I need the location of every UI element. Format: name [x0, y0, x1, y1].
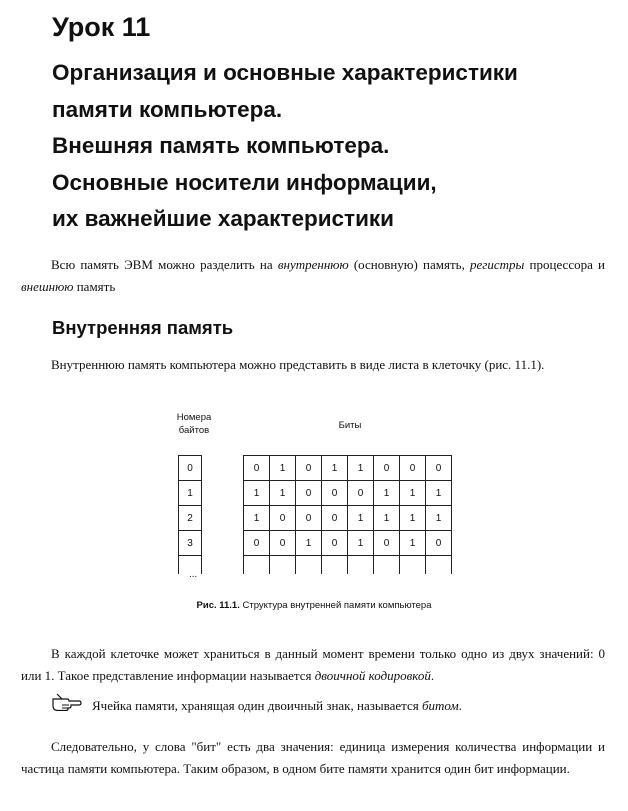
byte-cell: 2: [179, 506, 202, 531]
bit-cell: 0: [348, 481, 374, 506]
bit-cell: 1: [348, 531, 374, 556]
bit-cell-empty: [322, 556, 348, 575]
bit-cell: 0: [270, 506, 296, 531]
byte-number-column: [178, 455, 202, 574]
bit-row: [244, 481, 452, 506]
bit-grid: [243, 455, 452, 574]
bit-cell: 1: [244, 481, 270, 506]
bit-cell: 0: [322, 506, 348, 531]
bit-cell: 0: [296, 506, 322, 531]
bit-cell: 0: [374, 456, 400, 481]
bit-row: [244, 531, 452, 556]
bit-cell: 1: [296, 531, 322, 556]
bit-cell-empty: [348, 556, 374, 575]
bit-cell-empty: [244, 556, 270, 575]
bit-cell: 1: [348, 506, 374, 531]
paragraph-3: Следовательно, у слова "бит" есть два значения: единица измерения количества информации и частица памяти компьютера. Таким образом, в одном бите памяти хранится один бит информации.: [21, 739, 605, 776]
bit-cell: 0: [270, 531, 296, 556]
bit-cell: 0: [322, 531, 348, 556]
bit-cell: 1: [270, 481, 296, 506]
term-bit: битом: [421, 698, 459, 713]
bit-cell: 0: [426, 531, 452, 556]
byte-cell: 1: [179, 481, 202, 506]
headline-line: Внешняя память компьютера.: [52, 133, 390, 158]
bit-cell: 0: [296, 456, 322, 481]
headline-line: Организация и основные характеристики: [52, 60, 518, 85]
bit-cell-empty: [270, 556, 296, 575]
bit-cell: 1: [426, 506, 452, 531]
figure-caption: Рис. 11.1. Структура внутренней памяти компьютера: [196, 600, 432, 611]
paragraph-1: Внутреннюю память компьютера можно представить в виде листа в клеточку (рис. 11.1).: [51, 357, 545, 372]
section-title: Внутренняя память: [52, 317, 234, 338]
byte-cell: 0: [179, 456, 202, 481]
bit-cell: 0: [400, 456, 426, 481]
bit-cell: 0: [426, 456, 452, 481]
bit-cell: 0: [244, 456, 270, 481]
bit-cell: 1: [400, 481, 426, 506]
bit-cell-empty: [374, 556, 400, 575]
chapter-headline: [52, 55, 612, 238]
term-external: внешнюю: [21, 279, 74, 294]
bytes-column-label: Номера байтов: [176, 412, 212, 436]
bit-cell-empty: [400, 556, 426, 575]
intro-paragraph: Всю память ЭВМ можно разделить на внутреннюю (основную) память, регистры процессора и внешнюю память: [21, 257, 606, 294]
paragraph-2: В каждой клеточке может храниться в данный момент времени только одно из двух значений: 0 или 1. Такое представление информации называется двоичной кодировкой.: [21, 646, 605, 683]
bit-cell: 1: [270, 456, 296, 481]
bit-cell-empty: [426, 556, 452, 575]
bit-row: [244, 506, 452, 531]
bit-cell: 1: [374, 506, 400, 531]
byte-cell: 3: [179, 531, 202, 556]
headline-line: памяти компьютера.: [52, 96, 283, 122]
term-internal: внутреннюю: [277, 257, 349, 272]
bit-cell: 1: [400, 506, 426, 531]
bit-cell-empty: [296, 556, 322, 575]
bit-row-empty: [244, 556, 452, 575]
bit-cell: 1: [348, 456, 374, 481]
term-binary-coding: двоичной кодировкой: [314, 668, 431, 683]
ellipsis: ...: [189, 569, 198, 580]
definition-note: Ячейка памяти, хранящая один двоичный знак, называется битом.: [92, 698, 462, 713]
lesson-title: Урок 11: [52, 12, 151, 42]
bit-row: [244, 456, 452, 481]
headline-line: их важнейшие характеристики: [52, 206, 394, 231]
bit-cell: 0: [296, 481, 322, 506]
headline-line: Основные носители информации,: [52, 169, 437, 195]
bit-cell: 1: [426, 481, 452, 506]
bit-cell: 0: [244, 531, 270, 556]
bit-cell: 1: [322, 456, 348, 481]
bit-cell: 0: [374, 531, 400, 556]
bit-cell: 1: [374, 481, 400, 506]
bit-cell: 1: [400, 531, 426, 556]
pointing-hand-icon: [52, 693, 82, 711]
term-registers: регистры: [470, 257, 525, 272]
bits-column-label: Биты: [338, 420, 362, 431]
bit-cell: 1: [244, 506, 270, 531]
bit-cell: 0: [322, 481, 348, 506]
